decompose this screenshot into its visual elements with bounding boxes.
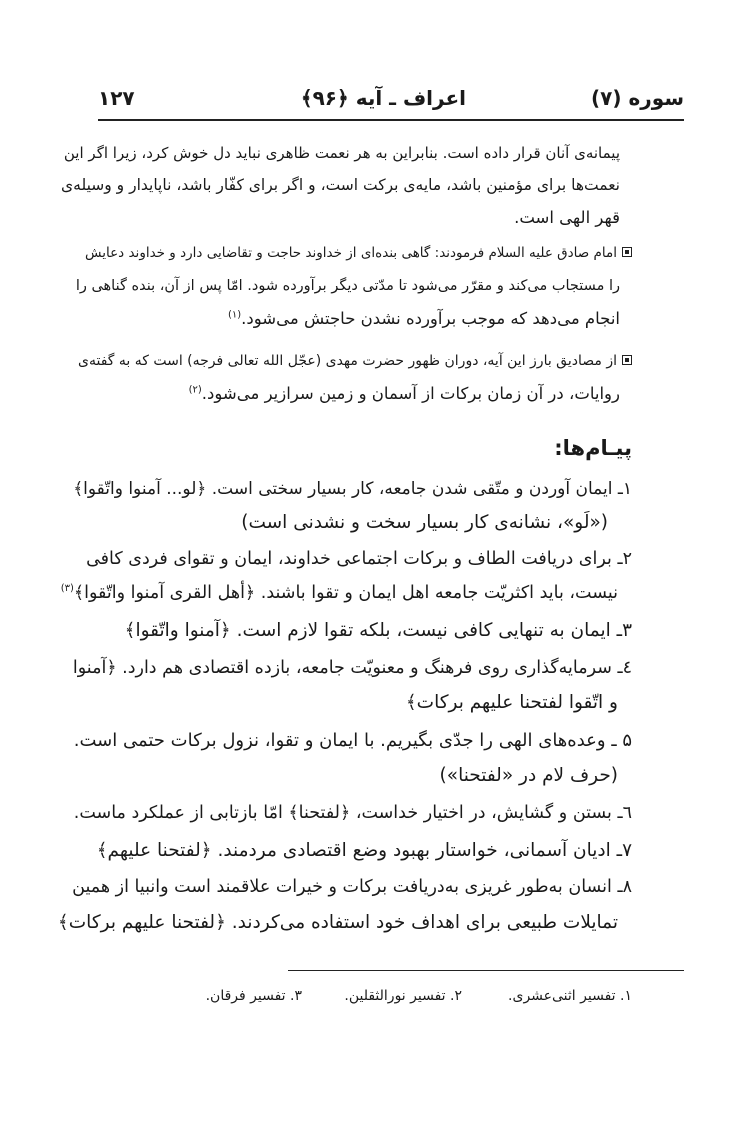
message-line: ۱ـ ایمان آوردن و متّقی شدن جامعه، کار بسیار سختی است. ﴿لو... آمنوا واتّقوا﴾ — [73, 479, 632, 499]
square-bullet-icon — [622, 355, 632, 365]
point-line: انجام می‌دهد که موجب برآورده نشدن حاجتش می‌شود.$^{(۱)}$ — [227, 309, 620, 328]
message-line: ۵ ـ وعده‌های الهی را جدّی بگیریم. با ایمان و تقوا، نزول برکات حتمی است. — [73, 730, 632, 751]
page-number: ۱۲۷ — [98, 86, 135, 110]
point-line: از مصادیق بارز این آیه، دوران ظهور حضرت مهدی (عجّل الله تعالی فرجه) است که به گفته‌ی — [78, 350, 632, 372]
message-line: (حرف لام در «لفتحنا») — [439, 765, 618, 786]
footnote-divider — [288, 970, 684, 971]
header-divider — [98, 119, 684, 121]
surah-label: سوره (۷) — [591, 86, 684, 110]
square-bullet-icon — [622, 247, 632, 257]
message-line: ۳ـ ایمان به تنهایی کافی نیست، بلکه تقوا لازم است. ﴿آمنوا واتّقوا﴾ — [124, 620, 632, 641]
verse-label: اعراف ـ آیه ﴿۹۶﴾ — [300, 86, 466, 110]
message-line: ٤ـ سرمایه‌گذاری روی فرهنگ و معنویّت جامعه، بازده اقتصادی هم دارد. ﴿آمنوا — [72, 658, 632, 678]
commentary-line: قهر الهی است. — [514, 208, 620, 227]
message-line: ۸ـ انسان به‌طور غریزی به‌دریافت برکات و خیرات علاقمند است وانبیا از همین — [72, 877, 632, 897]
messages-heading: پیـام‌ها: — [554, 436, 632, 460]
point-line: امام صادق علیه السلام فرمودند: گاهی بنده‌ای از خداوند حاجت و تقاضایی دارد و خداوند دعایش — [85, 242, 632, 264]
point-line: را مستجاب می‌کند و مقرّر می‌شود تا مدّتی دیگر برآورده شود. امّا پس از آن، بنده گناهی را — [75, 278, 620, 294]
message-line: تمایلات طبیعی برای اهداف خود استفاده می‌کردند. ﴿لفتحنا علیهم برکات﴾ — [57, 912, 618, 933]
footnote-ref: (۲) — [188, 384, 202, 396]
message-line: و اتّقوا لفتحنا علیهم برکات﴾ — [405, 692, 618, 713]
message-line: («لَو»، نشانه‌ی کار بسیار سخت و نشدنی است) — [241, 512, 608, 533]
commentary-line: نعمت‌ها برای مؤمنین باشد، مایه‌ی برکت است، و اگر برای کفّار باشد، ناپایدار و وسیله‌ی — [61, 176, 620, 194]
footnote-2: ۲. تفسیر نورالثقلین. — [344, 988, 462, 1004]
footnote-3: ۳. تفسیر فرقان. — [205, 988, 302, 1004]
message-line: نیست، باید اکثریّت جامعه اهل ایمان و تقوا باشند. ﴿أهل القری آمنوا واتّقوا﴾$^{(۳)}$ — [60, 583, 618, 603]
commentary-line: پیمانه‌ی آنان قرار داده است. بنابراین به هر نعمت ظاهری نباید دل خوش کرد، زیرا اگر این — [63, 144, 620, 162]
message-line: ٦ـ بستن و گشایش، در اختیار خداست، ﴿لفتحنا﴾ امّا بازتابی از عملکرد ماست. — [73, 803, 632, 823]
footnote-ref: (۱) — [227, 309, 242, 321]
messages-footnote-ref: (۳) — [60, 583, 74, 595]
footnote-1: ۱. تفسیر اثنی‌عشری. — [508, 988, 632, 1004]
point-line: روایات، در آن زمان برکات از آسمان و زمین سرازیر می‌شود.$^{(۲)}$ — [188, 384, 620, 403]
page-header — [98, 86, 684, 116]
message-line: ۲ـ برای دریافت الطاف و برکات اجتماعی خداوند، ایمان و تقوای فردی کافی — [86, 549, 632, 569]
message-line: ۷ـ ادیان آسمانی، خواستار بهبود وضع اقتصادی مردمند. ﴿لفتحنا علیهم﴾ — [96, 840, 632, 861]
